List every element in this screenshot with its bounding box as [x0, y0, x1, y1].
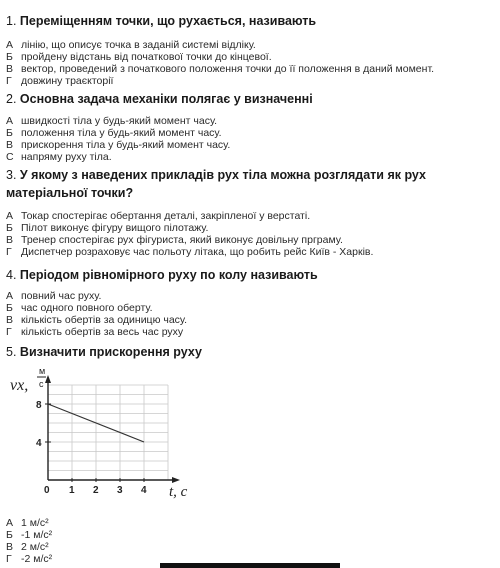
option-letter: С — [6, 151, 14, 163]
question-1-title — [6, 13, 316, 29]
option-text: положення тіла у будь-який момент часу. — [21, 127, 222, 139]
option-b[interactable] — [6, 302, 153, 314]
question-text: У якому з наведених прикладів рух тіла можна розглядати як рух матеріальної точки? — [6, 168, 426, 200]
option-b[interactable] — [6, 127, 222, 139]
option-text: -2 м/с² — [21, 553, 53, 565]
option-text: Пілот виконує фігуру вищого пілотажу. — [21, 222, 209, 234]
option-text: кількість обертів за одиницю часу. — [21, 314, 188, 326]
y-tick-label: 4 — [36, 438, 42, 449]
question-text: Періодом рівномірного руху по колу називають — [19, 268, 318, 282]
option-text: час одного повного оберту. — [21, 302, 153, 314]
option-s[interactable] — [6, 151, 112, 163]
option-v[interactable] — [6, 314, 187, 326]
y-tick-label: 8 — [36, 400, 42, 411]
option-v[interactable] — [6, 63, 434, 75]
question-text: Переміщенням точки, що рухається, називають — [19, 14, 317, 28]
question-number: 1. — [6, 14, 17, 28]
y-axis-unit-num: м — [39, 366, 46, 376]
y-axis-arrow — [45, 375, 51, 383]
option-letter: А — [6, 210, 14, 222]
option-letter: В — [6, 314, 14, 326]
option-text: вектор, проведений з початкового положення точки до її положення в даний момент. — [21, 63, 435, 75]
x-tick-label: 0 — [44, 485, 50, 496]
option-text: прискорення тіла у будь-який момент часу. — [21, 139, 231, 151]
question-number: 4. — [6, 268, 17, 282]
option-v[interactable] — [6, 139, 230, 151]
option-letter: Б — [6, 51, 13, 63]
option-letter: Г — [6, 75, 12, 87]
option-text: пройдену відстань від початкової точки до кінцевої. — [21, 51, 272, 63]
option-text: Диспетчер розраховує час польоту літака, що робить рейс Київ - Харків. — [21, 246, 374, 258]
option-text: кількість обертів за весь час руху — [21, 326, 184, 338]
x-tick-label: 4 — [141, 485, 147, 496]
tick-labels — [36, 400, 147, 496]
question-text: Основна задача механіки полягає у визначенні — [19, 92, 313, 106]
option-text: -1 м/с² — [21, 529, 53, 541]
option-g[interactable] — [6, 246, 373, 258]
velocity-time-graph — [4, 362, 194, 510]
option-text: повний час руху. — [21, 290, 102, 302]
question-3-title — [6, 166, 500, 202]
question-text: Визначити прискорення руху — [19, 345, 202, 359]
option-letter: А — [6, 39, 14, 51]
option-text: довжину траєкторії — [21, 75, 114, 87]
option-letter: В — [6, 63, 14, 75]
option-a[interactable] — [6, 115, 217, 127]
option-text: лінію, що описує точка в заданій системі відліку. — [21, 39, 256, 51]
option-letter: В — [6, 541, 14, 553]
question-4-title — [6, 267, 318, 283]
x-tick-label: 2 — [93, 485, 99, 496]
option-text: 1 м/с² — [21, 517, 49, 529]
option-b[interactable] — [6, 51, 272, 63]
option-text: напряму руху тіла. — [21, 151, 112, 163]
option-b[interactable] — [6, 222, 208, 234]
question-5-title — [6, 344, 202, 360]
scroll-indicator-bar — [160, 563, 340, 568]
option-letter: Б — [6, 302, 13, 314]
option-letter: Б — [6, 222, 13, 234]
question-number: 5. — [6, 345, 17, 359]
x-axis-label: t, c — [169, 484, 188, 500]
y-axis-label: vx, — [10, 377, 29, 394]
option-letter: А — [6, 115, 14, 127]
option-v[interactable] — [6, 234, 343, 246]
option-text: 2 м/с² — [21, 541, 49, 553]
option-g[interactable] — [6, 326, 183, 338]
option-letter: Г — [6, 246, 12, 258]
option-letter: Г — [6, 553, 12, 565]
option-text: Тренер спостерігає рух фігуриста, який виконує довільну прграму. — [21, 234, 343, 246]
y-axis-unit-den: с — [39, 379, 44, 389]
option-g[interactable] — [6, 75, 113, 87]
option-letter: Б — [6, 529, 13, 541]
option-letter: Г — [6, 326, 12, 338]
x-tick-label: 3 — [117, 485, 123, 496]
option-a[interactable] — [6, 517, 49, 529]
question-2-title — [6, 91, 313, 107]
option-letter: В — [6, 139, 14, 151]
option-a[interactable] — [6, 39, 256, 51]
option-letter: В — [6, 234, 14, 246]
option-b[interactable] — [6, 529, 52, 541]
option-v[interactable] — [6, 541, 49, 553]
option-a[interactable] — [6, 290, 101, 302]
x-axis-arrow — [172, 477, 180, 483]
option-text: Токар спостерігає обертання деталі, закріпленої у верстаті. — [21, 210, 311, 222]
option-letter: Б — [6, 127, 13, 139]
option-letter: А — [6, 517, 14, 529]
question-number: 3. — [6, 168, 17, 182]
option-text: швидкості тіла у будь-який момент часу. — [21, 115, 218, 127]
question-number: 2. — [6, 92, 17, 106]
option-a[interactable] — [6, 210, 310, 222]
grid-lines — [48, 385, 168, 480]
x-tick-label: 1 — [69, 485, 75, 496]
option-g[interactable] — [6, 553, 52, 565]
option-letter: А — [6, 290, 14, 302]
